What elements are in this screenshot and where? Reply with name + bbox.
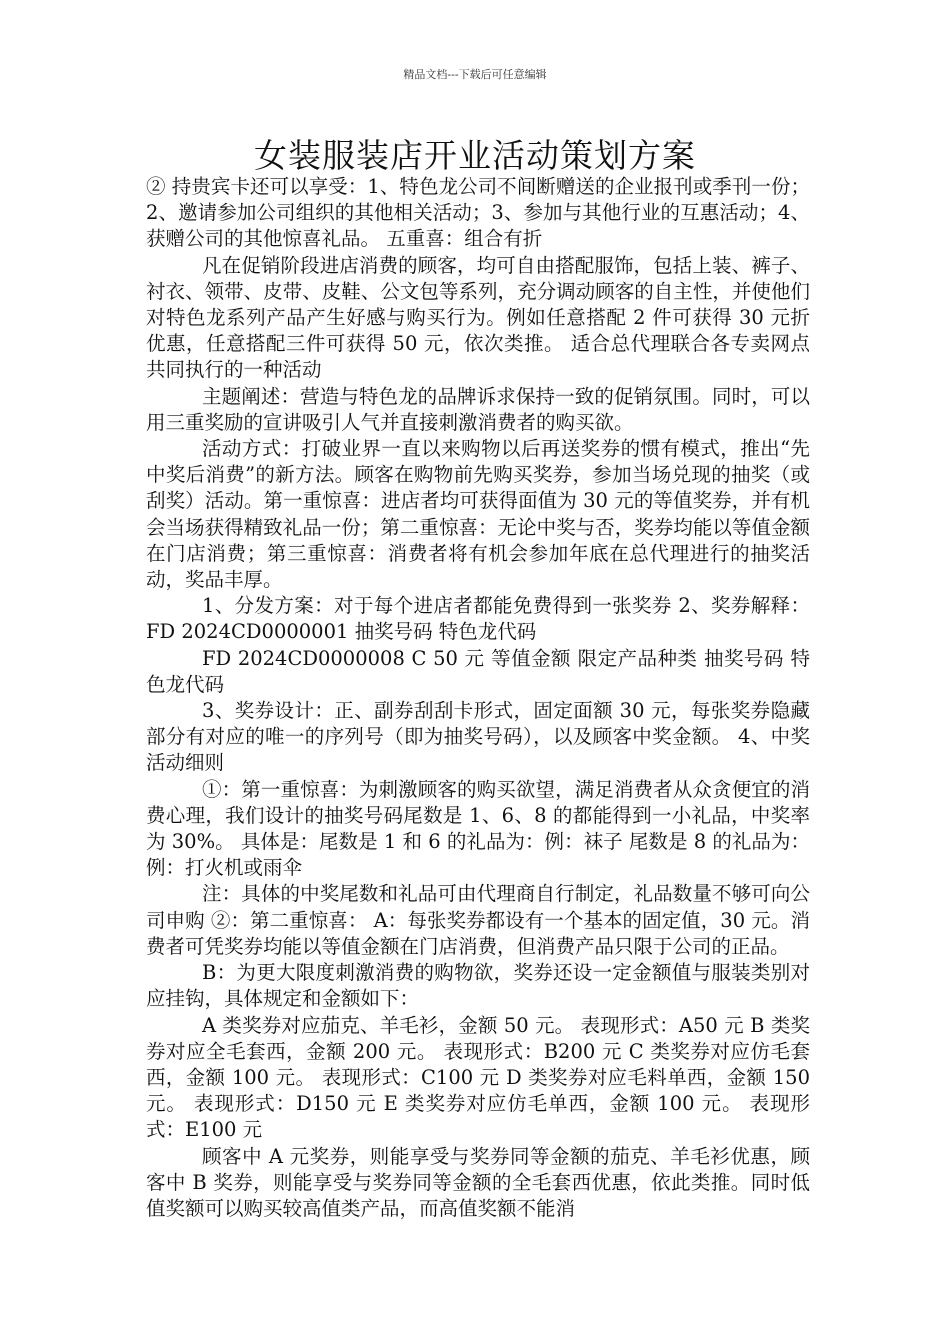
- paragraph: ② 持贵宾卡还可以享受：1、特色龙公司不间断赠送的企业报刊或季刊一份；2、邀请参加公司组织的其他相关活动；3、参加与其他行业的互惠活动；4、获赠公司的其他惊喜礼品。 五重喜：组合有折: [146, 175, 810, 251]
- paragraph: 主题阐述：营造与特色龙的品牌诉求保持一致的促销氛围。同时，可以用三重奖励的宣讲吸引人气并直接刺激消费者的购买欲。: [146, 384, 810, 434]
- paragraph: 活动方式：打破业界一直以来购物以后再送奖券的惯有模式，推出“先中奖后消费”的新方法。顾客在购物前先购买奖券，参加当场兑现的抽奖（或刮奖）活动。第一重惊喜：进店者均可获得面值为 30 元的等值奖券，并有机会当场获得精致礼品一份；第二重惊喜：无论中奖与否，奖券均能以等值金额在门店消费；第三重惊喜：消费者将有机会参加年底在总代理进行的抽奖活动，奖品丰厚。: [146, 437, 810, 592]
- paragraph: 顾客中 A 元奖券，则能享受与奖券同等金额的茄克、羊毛衫优惠，顾客中 B 奖券，则能享受与奖券同等金额的全毛套西优惠，依此类推。同时低值奖额可以购买较高值类产品，而高值奖额不能消: [146, 1144, 810, 1220]
- paragraph: 3、奖券设计：正、副券刮刮卡形式，固定面额 30 元，每张奖券隐藏部分有对应的唯一的序列号（即为抽奖号码），以及顾客中奖金额。 4、中奖活动细则: [146, 699, 810, 775]
- document-title: 女装服装店开业活动策划方案: [254, 136, 696, 175]
- paragraph: FD 2024CD0000008 C 50 元 等值金额 限定产品种类 抽奖号码 特色龙代码: [146, 646, 810, 696]
- paragraph: 1、分发方案：对于每个进店者都能免费得到一张奖券 2、奖券解释：FD 2024CD0000001 抽奖号码 特色龙代码: [146, 594, 810, 644]
- paragraph: 注：具体的中奖尾数和礼品可由代理商自行制定，礼品数量不够可向公司申购 ②：第二重惊喜： A：每张奖券都设有一个基本的固定值，30 元。消费者可凭奖券均能以等值金额在门店消费，但消费产品只限于公司的正品。: [146, 882, 810, 958]
- header-note: 精品文档---下载后可任意编辑: [403, 68, 547, 81]
- paragraph: ①：第一重惊喜：为刺激顾客的购买欲望，满足消费者从众贪便宜的消费心理，我们设计的抽奖号码尾数是 1、6、8 的都能得到一小礼品，中奖率为 30%。 具体是：尾数是 1 和 6 的礼品为：例：袜子 尾数是 8 的礼品为：例：打火机或雨伞: [146, 777, 810, 880]
- paragraph: 凡在促销阶段进店消费的顾客，均可自由搭配服饰，包括上装、裤子、衬衣、领带、皮带、皮鞋、公文包等系列，充分调动顾客的自主性，并使他们对特色龙系列产品产生好感与购买行为。例如任意搭配 2 件可获得 30 元折优惠，任意搭配三件可获得 50 元，依次类推。 适合总代理联合各专卖网点共同执行的一种活动: [146, 253, 810, 382]
- paragraph: B：为更大限度刺激消费的购物欲，奖券还设一定金额值与服装类别对应挂钩，具体规定和金额如下：: [146, 961, 810, 1011]
- document-body: [146, 174, 810, 1222]
- paragraph: A 类奖券对应茄克、羊毛衫，金额 50 元。 表现形式：A50 元 B 类奖券对应全毛套西，金额 200 元。 表现形式：B200 元 C 类奖券对应仿毛套西，金额 100 元。 表现形式：C100 元 D 类奖券对应毛料单西，金额 150 元。 表现形式：D150 元 E 类奖券对应仿毛单西，金额 100 元。 表现形式：E100 元: [146, 1013, 810, 1142]
